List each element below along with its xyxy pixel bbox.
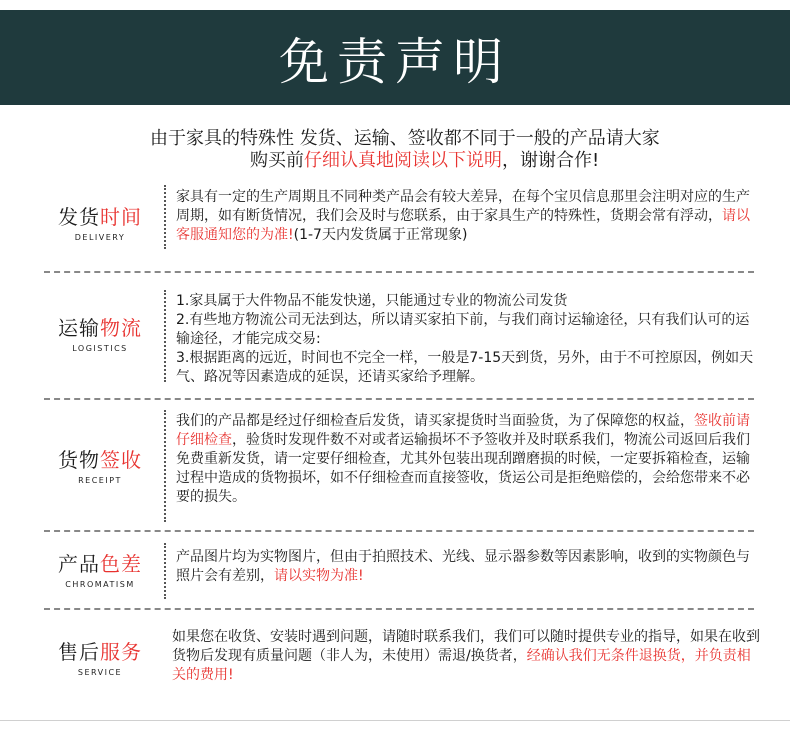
intro-line-2-a: 购买前 bbox=[250, 150, 304, 171]
logistics-label-cn bbox=[40, 316, 160, 340]
delivery-label-a: 发货 bbox=[58, 205, 100, 229]
service-text bbox=[172, 628, 762, 685]
logistics-label-a: 运输 bbox=[58, 316, 100, 340]
chromatism-separator bbox=[164, 543, 167, 599]
receipt-separator bbox=[164, 410, 167, 522]
chromatism-label bbox=[40, 552, 160, 589]
service-label bbox=[40, 640, 160, 677]
chromatism-text-highlight: 请以实物为准! bbox=[274, 568, 364, 584]
service-label-cn bbox=[40, 640, 160, 664]
intro-line-2 bbox=[150, 150, 780, 172]
receipt-label-cn bbox=[40, 448, 160, 472]
receipt-text-c: ，验货时发现件数不对或者运输损坏不予签收并及时联系我们，物流公司返回后我们免费重新发货，请一定要仔细检查，尤其外包装出现刮蹭磨损的时候，一定要拆箱检查，运输过程中造成的货物损坏，如不仔细检查而直接签收，货运公司是拒绝赔偿的，会给您带来不必要的损失。 bbox=[176, 432, 750, 505]
page-title: 免责声明 bbox=[279, 32, 511, 91]
chromatism-label-a: 产品 bbox=[58, 552, 100, 576]
divider-4 bbox=[44, 608, 754, 610]
divider-2 bbox=[44, 398, 754, 400]
logistics-separator bbox=[164, 290, 167, 382]
intro-line-2-c: ，谢谢合作! bbox=[502, 150, 600, 171]
service-text-a: 如果您在收货、安装时遇到问题，请随时联系我们，我们可以随时提供专业的指导，如果在收到货物后发现有质量问题（非人为，未使用）需退/换货者， bbox=[172, 629, 760, 664]
delivery-label-en: DELIVERY bbox=[74, 233, 126, 242]
divider-1 bbox=[44, 271, 754, 273]
service-label-b: 服务 bbox=[100, 640, 142, 664]
logistics-text bbox=[176, 292, 756, 387]
chromatism-text bbox=[176, 548, 756, 586]
header-banner bbox=[0, 10, 790, 105]
chromatism-label-cn bbox=[40, 552, 160, 576]
receipt-label-b: 签收 bbox=[100, 448, 142, 472]
logistics-label-b: 物流 bbox=[100, 316, 142, 340]
delivery-text-c: (1-7天内发货属于正常现象) bbox=[293, 227, 468, 243]
delivery-separator bbox=[164, 185, 167, 249]
delivery-label-cn bbox=[40, 205, 160, 229]
logistics-label bbox=[40, 316, 160, 353]
service-label-en: SERVICE bbox=[77, 668, 123, 677]
receipt-label-a: 货物 bbox=[58, 448, 100, 472]
intro-text bbox=[150, 128, 780, 172]
bottom-rule bbox=[0, 720, 790, 721]
logistics-item-1: 1.家具属于大件物品不能发快递，只能通过专业的物流公司发货 bbox=[176, 293, 568, 309]
delivery-text-highlight: 请以客服通知您的为准! bbox=[176, 208, 750, 243]
service-label-a: 售后 bbox=[58, 640, 100, 664]
logistics-label-en: LOGISTICS bbox=[72, 344, 128, 353]
delivery-label bbox=[40, 205, 160, 242]
intro-line-2-highlight: 仔细认真地阅读以下说明 bbox=[304, 150, 502, 171]
logistics-item-3: 3.根据距离的远近，时间也不完全一样，一般是7-15天到货，另外，由于不可控原因，例如天气、路况等因素造成的延误，还请买家给予理解。 bbox=[176, 350, 754, 385]
divider-3 bbox=[44, 530, 754, 532]
receipt-label-en: RECEIPT bbox=[78, 476, 122, 485]
delivery-text-a: 家具有一定的生产周期且不同种类产品会有较大差异，在每个宝贝信息那里会注明对应的生产周期，如有断货情况，我们会及时与您联系，由于家具生产的特殊性，货期会常有浮动， bbox=[176, 189, 750, 224]
delivery-label-b: 时间 bbox=[100, 205, 142, 229]
receipt-text-highlight: 签收前请仔细检查 bbox=[176, 413, 750, 448]
chromatism-text-a: 产品图片均为实物图片，但由于拍照技术、光线、显示器参数等因素影响，收到的实物颜色与照片会有差别， bbox=[176, 549, 750, 584]
logistics-item-2: 2.有些地方物流公司无法到达，所以请买家拍下前，与我们商讨运输途径，只有我们认可的运输途径，才能完成交易: bbox=[176, 312, 750, 347]
receipt-text bbox=[176, 412, 756, 507]
service-text-highlight: 经确认我们无条件退换货，并负责相关的费用! bbox=[172, 648, 751, 683]
chromatism-label-b: 色差 bbox=[100, 552, 142, 576]
receipt-label bbox=[40, 448, 160, 485]
receipt-text-a: 我们的产品都是经过仔细检查后发货，请买家提货时当面验货，为了保障您的权益， bbox=[176, 413, 694, 429]
chromatism-label-en: CHROMATISM bbox=[65, 580, 135, 589]
delivery-text bbox=[176, 188, 756, 245]
intro-line-1: 由于家具的特殊性 发货、运输、签收都不同于一般的产品请大家 bbox=[150, 128, 660, 149]
